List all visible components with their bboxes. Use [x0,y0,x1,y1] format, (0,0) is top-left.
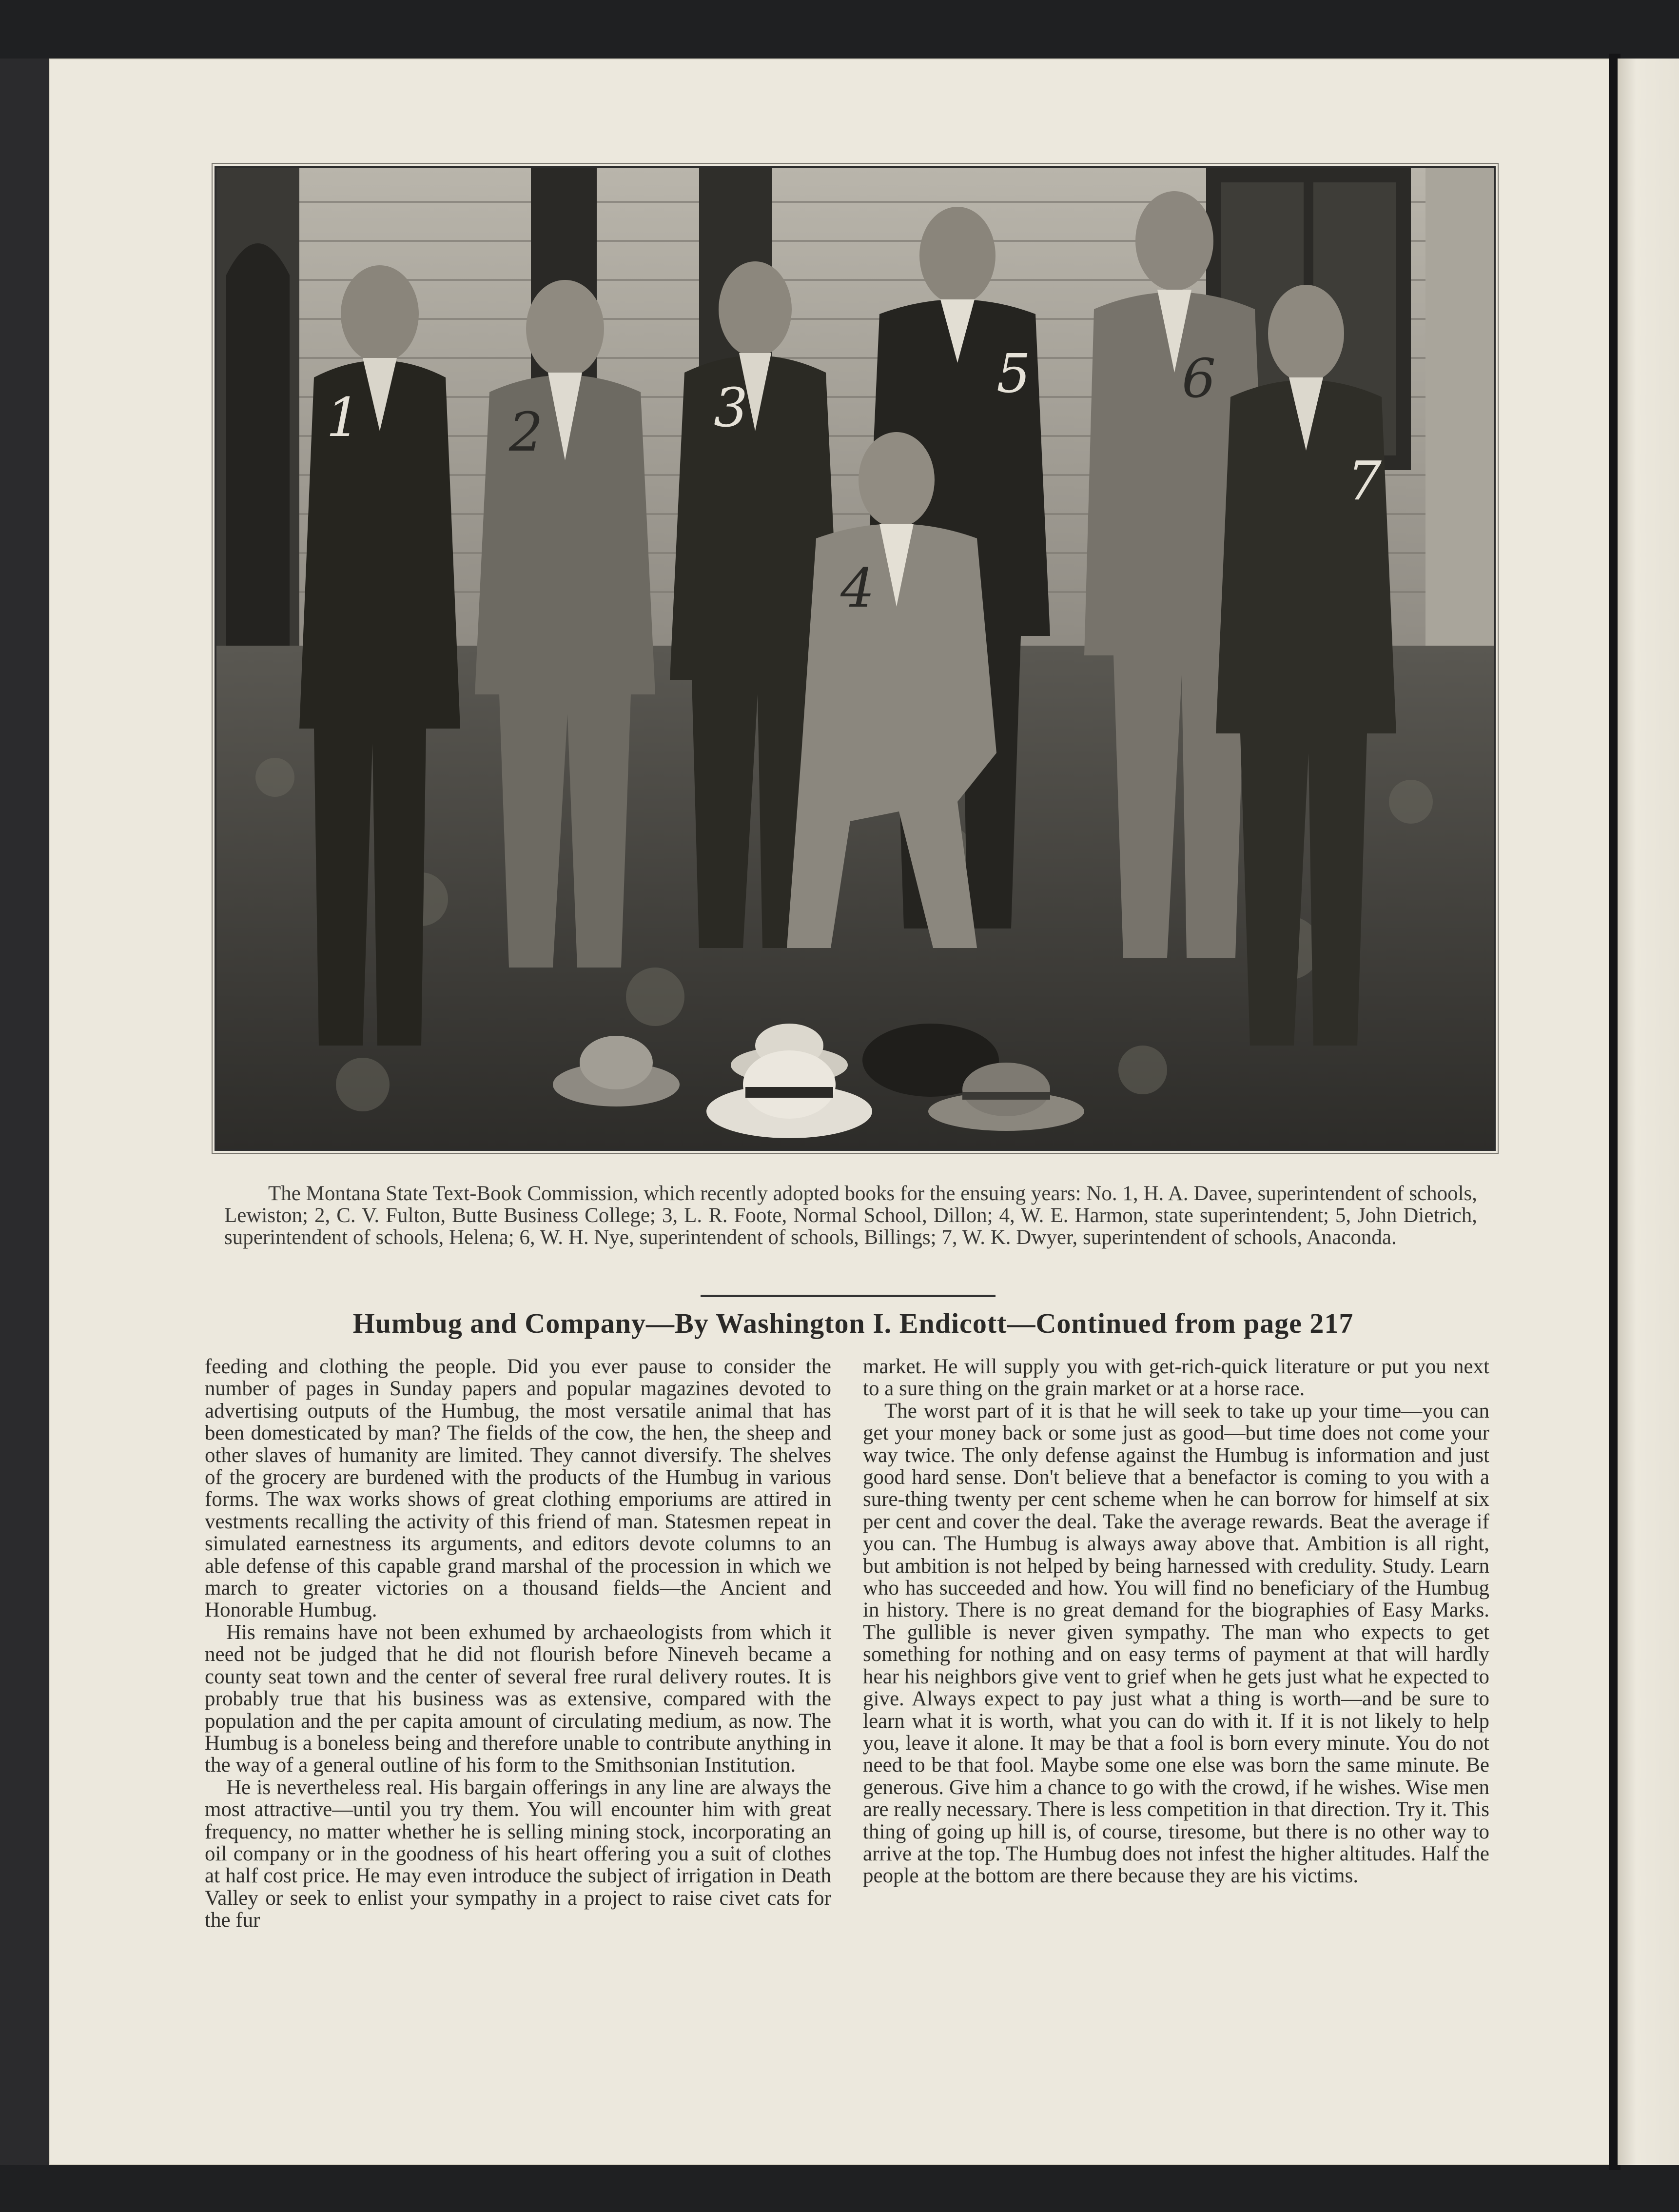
photo-number-3: 3 [714,376,748,439]
article-headline: Humbug and Company—By Washington I. Endicott—Continued from page 217 [352,1307,1354,1339]
left-paragraph-3: He is nevertheless real. His bargain offerings in any line are always the most attractive—until you try them. You will encounter him with great frequency, no matter whether he is selling mining stock, incorporating an oil company or in the goodness of his heart offering you a suit of clothes at half cost price. He may even introduce the subject of irrigation in Death Valley or seek to enlist your sympathy in a project to raise civet cats for the fur [205,1776,831,1932]
article-column-right [863,1356,1489,1887]
photo-caption: The Montana State Text-Book Commission, which recently adopted books for the ensuing years: No. 1, H. A. Davee, superintendent of schools, Lewiston; 2, C. V. Fulton, Butte Business College; 3, L. R. Foote, Normal School, Dillon; 4, W. E. Harmon, state superintendent; 5, John Dietrich, superintendent of schools, Helena; 6, W. H. Nye, superintendent of schools, Billings; 7, W. K. Dwyer, superintendent of schools, Anaconda. [224,1182,1477,1249]
photo-number-5: 5 [996,342,1031,405]
photo-number-1: 1 [326,386,360,449]
photo-number-6: 6 [1182,347,1216,410]
scan-background-bottom [0,2165,1679,2212]
photo-number-4: 4 [840,557,875,619]
photo-number-7: 7 [1347,450,1382,512]
right-paragraph-2: The worst part of it is that he will seek to take up your time—you can get your money back or some just as good—but time does not come your way twice. The only defense against the Humbug is information and just good hard sense. Don't believe that a benefactor is coming to you with a sure-thing twenty per cent scheme when he can borrow for himself at six per cent and cover the deal. Take the average rewards. Beat the average if you can. The Humbug is always away above that. Ambition is all right, but ambition is not helped by being harnessed with credulity. Study. Learn who has succeeded and how. You will find no beneficiary of the Humbug in history. There is no great demand for the biographies of Easy Marks. The gullible is never given sympathy. The man who expects to get something for nothing and on easy terms of payment at that will hardly hear his neighbors give vent to grief when he gets just what he expected to give. Always expect to pay just what a thing is worth—and be sure to learn what it is worth, what you can do with it. If it is not likely to help you, leave it alone. It may be that a fool is born every minute. You do not need to be that fool. Maybe some one else was born the same minute. Be generous. Give him a chance to go with the crowd, if he wishes. Wise men are really necessary. There is less competition in that direction. Try it. This thing of going up hill is, of course, tiresome, but there is no other way to arrive at the top. The Humbug does not infest the higher altitudes. Half the people at the bottom are there because they are his victims. [863,1399,1489,1888]
scan-background-top [0,0,1679,59]
right-paragraph-1: market. He will supply you with get-rich-quick literature or put you next to a sure thing on the grain market or at a horse race. [863,1355,1489,1401]
left-paragraph-1: feeding and clothing the people. Did you ever pause to consider the number of pages in Sunday papers and popular magazines devoted to advertising outputs of the Humbug, the most versatile animal that has been domesticated by man? The fields of the cow, the hen, the sheep and other slaves of humanity are limited. They cannot diversify. The shelves of the grocery are burdened with the products of the Humbug in various forms. The wax works shows of great clothing emporiums are attired in vestments recalling the activity of this friend of man. Statesmen repeat in simulated earnestness its arguments, and editors devote columns to an able defense of this capable grand marshal of the procession in which we march to greater victories on a thousand fields—the Ancient and Honorable Humbug. [205,1355,831,1622]
article-column-left [205,1356,831,1932]
facing-page-edge [1618,59,1679,2165]
left-paragraph-2: His remains have not been exhumed by archaeologists from which it need not be judged that he did not flourish before Nineveh became a county seat town and the center of several free rural delivery routes. It is probably true that his business was as extensive, compared with the population and the per capita amount of circulating medium, as now. The Humbug is a boneless being and therefore unable to contribute anything in the way of a general outline of his form to the Smithsonian Institution. [205,1620,831,1777]
headline-rule [701,1295,996,1297]
group-photograph [215,166,1496,1151]
photo-illustration [216,168,1494,1149]
photo-number-2: 2 [509,401,543,463]
